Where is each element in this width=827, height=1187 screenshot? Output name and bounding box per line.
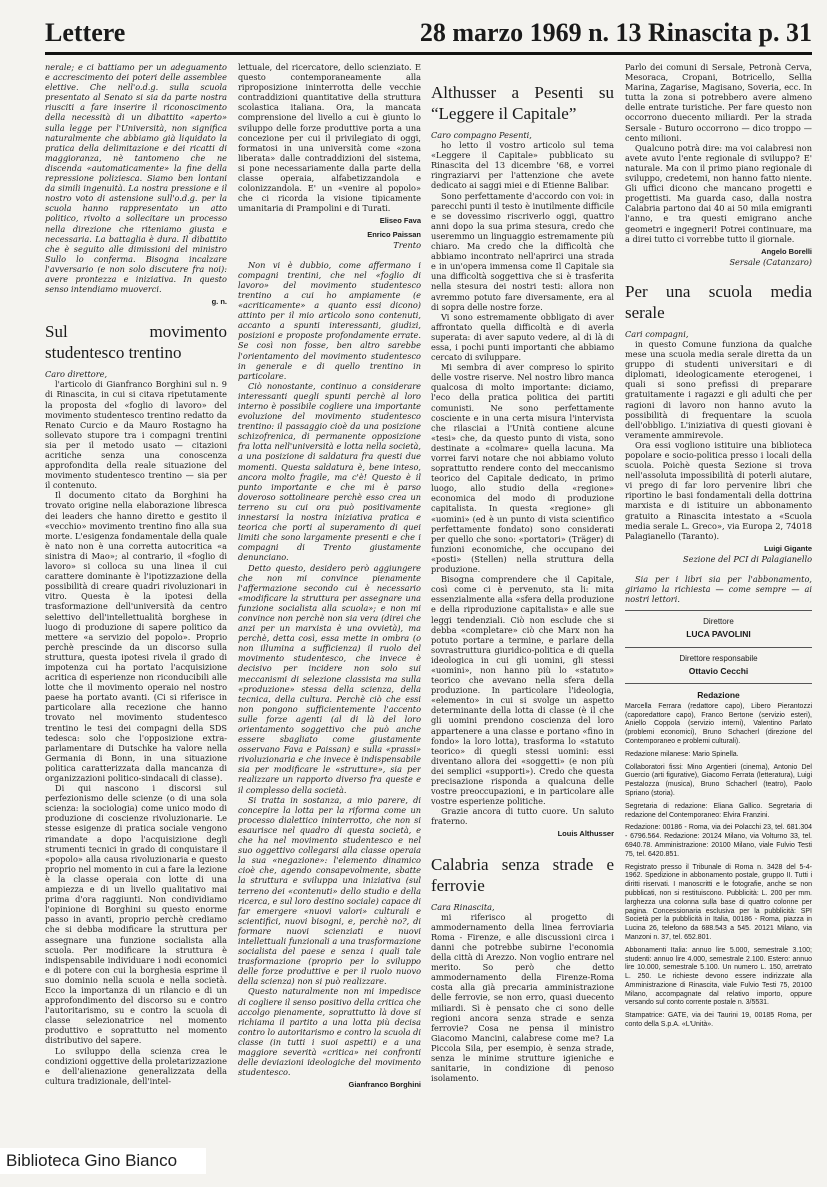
paragraph: mi riferisco al progetto di ammodernamento della linea ferroviaria Roma - Firenze, e alle discussioni circa i danni che potrebbe subirne l'economia della città di Arezzo. Non voglio entrare nel merito. So però che detto ammodernamento della Firenze-Roma costa alla già precaria amministrazione delle ferrovie, se non erro, quasi duecento miliardi. Sì è pensato che ci sono delle regioni ancora senza strade e senza ferrovie? Cosa ne pensa il ministro Giacomo Mancini, calabrese come me? La Piccola Sila, per esempio, è senza strade, senza le minime strutture igieniche e sanitarie, in condizione di penoso isolamento. — [431, 911, 614, 1084]
column-1 — [45, 62, 227, 1147]
masthead-label: Direttore — [703, 617, 734, 627]
masthead-name — [625, 666, 812, 677]
paragraph: Qualcuno potrà dire: ma voi calabresi non avete avuto l'ente regionale di sviluppo? E' naturale. Ma con il primo piano regionale di sviluppo, credetemi, non hanno fatto niente. Gli uffici dicono che mancano progetti e progettisti. Ma guarda caso, dalla nostra Calabria partono dai 40 ai 50 mila emigranti l'anno, e tra questi emigrano anche geometri e ingegneri! Potrei continuare, ma a direi tutto ci vorrebbe tutto il giornale. — [625, 142, 812, 244]
paragraph: Sono perfettamente d'accordo con voi: in parecchi punti il testo è inutilmente difficile e se dovessimo riscriverlo oggi, quattro anni dopo la sua prima stesura, credo che useremmo un linguaggio estremamente più chiaro. Ma credo che la difficoltà che abbiamo incontrato nell'aprirci una strada e in un'opera immensa come Il Capitale sia una difficoltà soggettiva che si è trasferita nella stesura dei nostri testi: allora non avremmo potuto fare diversamente, era al di sopra delle nostre forze. — [431, 190, 614, 312]
staff-info: Collaboratori fissi: Mino Argentieri (cinema), Antonio Del Guercio (arti figurative), Giacomo Ferrata (letteratura), Luigi Pestalozza (musica), Bruno Schacherl (teatro), Paolo Spriano (storia). — [625, 763, 812, 797]
reply-paragraph: Ciò nonostante, continuo a considerare interessanti quegli spunti perchè al loro interno è possibile cogliere una importante evoluzione del movimento studentesco trentino: il passaggio cioè da una posizione schizofrenica, di permanente opposizione fra lotta nell'università e lotta nella società, a una posizione di saldatura fra questi due momenti. Questa saldatura è, bene inteso, ancora molto fragile, ma c'è! Questo è il punto importante e che mi è parso doveroso sottolineare perchè esso crea un terreno su cui ora può positivamente innestarsi la nostra iniziativa pratica e teorica che porti al superamento di quei limiti che sono largamente presenti e che i compagni di Trento giustamente denunciano. — [238, 380, 421, 563]
paragraph: Bisogna comprendere che il Capitale, così come ci è pervenuto, sta li: mita essenzialmente alla «sfera della produzione e della riproduzione capitalista» e alle sue leggi tendenziali. Ciò non esclude che si debba «completare» ciò che Marx non ha potuto portare a termine, e parlare della sovrastruttura giuridico-politica e di quella ideologica in cui gli uomini, gli stessi «uomini», non hanno più lo «statuto» teorico che avevano nella sfera della produzione. In particolare l'ideologia, «elemento» in cui si svolge un aspetto determinante della lotta di classe (è il che gli uomini prendono coscienza del loro appartenere a una classe e portano «fino in fondo» la loro lotta), trasforma lo «statuto teorico» di quegli stessi uomini: essi diventano allora dei «soggetti» (e non più dei semplici «supporti»). Credo che questa precisazione risponda a qualcuna delle vostre preoccupazioni, e in particolare alle vostre esperienze politiche. — [431, 574, 614, 807]
reply-paragraph: Non vi è dubbio, come affermano i compagni trentini, che nel «foglio di lavoro» del movimento studentesco trentino a cui ho ampiamente (e «acriticamente» a quanto essi dicono) attinto per il mio articolo sono contenuti, accanto a spunti interessanti, giudizi, posizioni e proposte profondamente errate. Se così non fosse, ben altro sarebbe l'orientamento del movimento studentesco in generale e di quello trentino in particolare. — [238, 259, 421, 381]
issue-info: 28 marzo 1969 n. 13 Rinascita p. 31 — [419, 18, 812, 47]
paragraph: Ora essi vogliono istituire una biblioteca popolare e socio-politica presso i locali della scuola. Poichè questa Sezione si trova nell'assoluta impossibilità di poterli aiutare, vi prego di far loro pervenire libri che riportino le basi fondamentali della dottrina marxista e di istituire un abbonamento gratuito a Rinascita intestato a «Scuola media serale L. Greco», via Europa 2, 74018 Palagianello (Taranto). — [625, 439, 812, 541]
article-title-scuola: Per una scuola media serale — [625, 281, 812, 322]
divider — [625, 610, 812, 611]
address-info: Redazione: 00186 - Roma, via dei Polacchi 23, tel. 681.304 - 6796.564. Redazione: 20124 Milano, via Volturno 33, tel. 6940.78. Amministrazione: 20100 Milano, viale Fulvio Testi 75, tel. 6420.851. — [625, 824, 812, 858]
divider — [625, 647, 812, 648]
salutation: Cari compagni, — [625, 328, 689, 339]
director-name: LUCA PAVOLINI — [686, 629, 751, 640]
watermark-label: Biblioteca Gino Bianco — [0, 1148, 206, 1174]
signature: Luigi Gigante — [764, 543, 812, 553]
salutation: Caro direttore, — [45, 369, 108, 380]
masthead-label: Direttore responsabile — [679, 653, 758, 663]
signature: Angelo Borelli — [761, 246, 812, 256]
paragraph: Grazie ancora di tutto cuore. Un saluto fraterno. — [431, 806, 614, 827]
salutation: Cara Rinascita, — [431, 901, 495, 912]
paragraph: Il documento citato da Borghini ha trovato origine nella elaborazione libresca dei leaders che hanno diretto e gestito il «vecchio» movimento trentino fino alla sua morte. L'esigenza fondamentale della quale è nato non è una corretta autocritica «a sinistra di Mao»; al contrario, il «foglio di lavoro» si colloca su una linea il cui carattere dominante è l'ipotizzazione della possibilità di creare quadri rivoluzionari in vitro. Questa è la ipotesi della trasformazione dell'università da centro selettivo dell'intellettualità borghese in luogo di produzione di sapere politico da mettere «a servizio del popolo». Proprio perchè prescinde da un discorso sulla struttura, questa ipotesi rivela il grado di impotenza cui ha portato l'acquisizione acritica di esperienze non riconducibili alle lotte che il movimento operaio nel nostro paese ha portato avanti. (Ci si riferisce in particolare alla recezione che hanno trovato nel movimento studentesco trentino le tesi dei compagni della SDS tedesca: solo che l'opposizione extra-parlamentare di Dutschke ha valore nella Germania di Bonn, in una situazione politica caratterizzata dalla mancanza di organizzazioni politico-sindacali di classe). — [45, 490, 227, 783]
header-rule — [45, 52, 812, 55]
article-title-calabria: Calabria senza strade e ferrovie — [431, 854, 614, 895]
paragraph: Mi sembra di aver compreso lo spirito delle vostre riserve. Nel nostro libro manca qualcosa di molto importante: diciamo, l'eco della pratica politica dei partiti comunisti. Ne sono perfettamente cosciente e in una certa misura l'intervista che rilasciai a l'Unità contiene alcune «tesi» che, da questo punto di vista, sono destinate a «colmare» quella lacuna. Ma vorrei farvi notare che noi abbiamo voluto soprattutto rendere conto del meccanismo teorico del Capitale dedicato, in primo luogo, allo studio della «regione» economica del modo di produzione capitalista. In questa «regione» gli «uomini» (ed è un punto di vista scientifico perfettamente fondato) sono considerati per quello che sono: «portatori» (Träger) di funzioni economiche, che occupano dei «posti» (Stellen) nella struttura della produzione. — [431, 362, 614, 575]
article-title-movimento: Sul movimento studentesco trentino — [45, 322, 227, 363]
column-2 — [238, 62, 421, 1147]
signature: Eliseo Fava — [379, 216, 421, 226]
intro-signature: g. n. — [211, 297, 227, 307]
paragraph: lettuale, del ricercatore, dello scienziato. E questo contemporaneamente alla riproposizione ininterrotta delle vecchie contraddizioni quantitative della struttura scolastica italiana. Ora, la mancata comprensione del livello a cui è giunto lo sviluppo delle forze produttive porta a una concezione per cui il privilegiato di oggi, formatosi in una università come «zona liberata» dalle contraddizioni del sistema, si pone necessariamente dalla parte della classe operaia, alfabetizzandola e colonizzandola. E' un «venire al popolo» che ci ricorda la visione tipicamente umanitaria di Prampolini e di Turati. — [238, 62, 421, 214]
printer-info: Stampatrice: GATE, via dei Taurini 19, 00185 Roma, per conto della S.p.A. «L'Unità». — [625, 1012, 812, 1029]
reply-paragraph: Questo naturalmente non mi impedisce di cogliere il senso positivo della critica che accolgo pienamente, soprattutto là dove si richiama il partito a una lotta più decisa contro lo autoritarismo e contro la scuola di classe (in tutti i suoi aspetti) e a una maggiore severità «critica» nei confronti delle deviazioni ideologiche del movimento studentesco. — [238, 986, 421, 1078]
responsible-director-name: Ottavio Cecchi — [688, 665, 749, 676]
masthead-name — [625, 629, 812, 640]
masthead-label — [625, 690, 812, 701]
signature: Gianfranco Borghini — [348, 1080, 421, 1090]
redazione-label: Redazione — [697, 689, 740, 700]
column-3 — [431, 62, 614, 1147]
section-title: Lettere — [45, 18, 126, 47]
paragraph: l'articolo di Gianfranco Borghini sul n. 9 di Rinascita, in cui si citava ripetutamente la proposta del «foglio di lavoro» del movimento studentesco trentino redatto da Renato Curcio e da Mauro Rostagno ha sollevato stupore tra i compagni trentini sia per il metodo usato — citazioni acritiche senza una conoscenza approfondita della reale situazione del movimento studentesco trentino — sia per il contenuto. — [45, 379, 227, 491]
legal-info: Registrato presso il Tribunale di Roma n. 3428 del 5-4-1962. Spedizione in abbonamento postale, gruppo II. Tutti i diritti riservati. I manoscritti e le fotografie, anche se non pubblicati, non si restituiscono. Pubblicità: L. 200 per mm. larghezza una colonna sulla base di quattro colonne per pagina. Concessionaria esclusiva per la pubblicità: SPI Società per la pubblicità in Italia, 00186 - Roma, piazza in Lucina 26, telefono da 688.543 a 545. 20121 Milano, via Manzoni n. 37, tel. 652.801. — [625, 863, 812, 941]
article-title-althusser: Althusser a Pesenti su “Leggere il Capitale” — [431, 83, 614, 123]
paragraph: ho letto il vostro articolo sul tema «Leggere il Capitale» pubblicato su Rinascita del 13 dicembre '68, e vorrei ringraziarvi per l'attenzione che avete dedicato ai saggi miei e di Etienne Balibar. — [431, 140, 614, 191]
signature: Louis Althusser — [557, 829, 614, 839]
reply-paragraph: Si tratta in sostanza, a mio parere, di concepire la lotta per la riforma come un processo dialettico ininterrotto, che non si esaurisce nel quadro di questa società, e che ha nel movimento studentesco e nel suo oggettivo collegarsi alla classe operaia la sua «negazione»: l'elemento dinamico cioè che, agendo consapevolmente, sbatte la struttura e sviluppa una iniziativa (sul terreno dei «contenuti» dello studio e della ricerca, e sul loro destino sociale) capace di far emergere «nuovi valori» culturali e scientifici, nuovi bisogni, e, perchè no?, di formare nuovi scienziati e nuovi intellettuali funzionali a una trasformazione socialista del paese e senza i quali tale trasformazione (proprio per lo sviluppo delle forze produttive e per il ruolo nuovo della scienza) non si può realizzare. — [238, 794, 421, 987]
intro-paragraph: nerale; e ci battiamo per un adeguamento e accrescimento dei poteri delle assemblee elettive. Che nell'o.d.g. sulla scuola presentato al Senato si sia da parte nostra riusciti a fare inserire il riconoscimento della necessità di un dibattito «aperto» sulla legge per l'Università, non significa naturalmente che abbiamo già liquidato la pratica della delimitazione e dei ricatti di maggioranza, nè tantomeno che ne discenda «automaticamente» la fine della repressione poliziesca. Siamo ben lontani da simili ingenuità. La nostra pressione e il nostro voto di astensione sull'o.d.g. per la scuola hanno rappresentato un atto politico, rivolto a sollecitare un processo nella direzione che riteniamo giusta e necessaria. La battaglia è dura. Il dibattito che è seguito alle dimissioni del ministro Sullo lo conferma. Bisogna incalzare l'avversario (e non solo discutere fra noi): avere prontezza e iniziativa. In questo senso intendiamo muoverci. — [45, 62, 227, 295]
signature: Enrico Paissan — [367, 229, 421, 239]
paragraph: Vi sono estremamente obbligato di aver affrontato quella difficoltà e di averla superata: di aver saputo vedere, al di là di essa, i pochi punti importanti che abbiamo cercato di sviluppare. — [431, 311, 614, 363]
paragraph: Di qui nascono i discorsi sul perfezionismo delle scienze (o di una sola scienza: la sociologia) come unico modo di produzione di coscienze rivoluzionarie. Le stesse esigenze di pratica sociale vengono rimandate a dopo l'acquisizione degli strumenti tecnici in grado di conquistare il «popolo» alla causa rivoluzionaria e questo proprio nel momento in cui a fare la lezione è la classe operaia con lotte di una ampiezza e di un livello qualitativo mai prima d'ora raggiunti. Non condividiamo l'opinione di Borghini su questo enorme passo in avanti, proprio perchè crediamo che si debba modificare la struttura per assegnare una funzione socialista alla scuola. Per modificare la struttura è indispensabile individuare i nodi economici e di potere con cui la borghesia esprime il suo dominio nella scuola e nella società. Ecco la importanza di un rilancio e di un approfondimento del discorso su e contro l'autoritarismo, su e contro la scuola di classe selezionatrice nel momento produttivo e soprattutto nel momento distributivo del sapere. — [45, 783, 227, 1046]
column-4 — [625, 62, 812, 1147]
editorial-note: Sia per i libri sia per l'abbonamento, giriamo la richiesta — come sempre — ai nostri lettori. — [625, 574, 812, 605]
page-header — [45, 18, 812, 50]
subscription-info: Abbonamenti Italia: annuo lire 5.000, semestrale 3.100; studenti: annuo lire 4.000, semestrale 2.100. Estero: annuo lire 10.000, semestrale 5.100. Un numero L. 150, arretrato L. 250. Le richieste devono essere indirizzate alla Amministrazione di Rinascita, viale Fulvio Testi 75, 20100 Milano, accompagnate dal relativo importo, oppure versando sul conto corrente postale n. 3/5531. — [625, 946, 812, 1007]
divider — [625, 683, 812, 684]
paragraph: in questo Comune funziona da qualche mese una scuola media serale diretta da un gruppo di studenti universitari e di diplomati, ideologicamente eterogenei, i quali si sono prefissi di preparare gratuitamente i ragazzi e gli adulti che per ragioni di lavoro non hanno avuto la possibilità di frequentare la scuola dell'obbligo. L'iniziativa di questi giovani è veramente ammirevole. — [625, 338, 812, 440]
staff-info: Redazione milanese: Mario Spinella. — [625, 750, 739, 758]
signature-place: Trento — [393, 239, 421, 250]
paragraph: Parlo dei comuni di Sersale, Petronà Cerva, Mesoraca, Cropani, Botricello, Sellia Marina, Zagarise, Magisano, Soveria, ecc. In tutta la zona si potrebbero avere almeno delle entrate turistiche. Per fare questo non occorrono duecento miliardi. Per la strada Sersale - Buturo occorrono — dico troppo — cento milioni. — [625, 62, 812, 143]
staff-info: Segretaria di redazione: Eliana Gallico. Segretaria di redazione del Contemporaneo: Elvira Franzini. — [625, 802, 812, 819]
staff-info: Marcella Ferrara (redattore capo), Libero Pierantozzi (caporedattore capo), Franco Bertone (servizio esteri), Aniello Coppola (servizio interni), Valentino Parlato (problemi economici), Bruno Schacherl (direzione del Contemporaneo e problemi culturali). — [625, 702, 812, 745]
signature-place: Sezione del PCI di Palagianello — [683, 553, 812, 564]
salutation: Caro compagno Pesenti, — [431, 130, 532, 140]
signature-place: Sersale (Catanzaro) — [729, 256, 812, 267]
paragraph: Lo sviluppo della scienza crea le condizioni oggettive della proletarizzazione e dell'alienazione generalizzata della cultura tradizionale, dell'intel- — [45, 1045, 227, 1086]
reply-paragraph: Detto questo, desidero però aggiungere che non mi convince pienamente l'affermazione secondo cui è necessario «modificare la struttura per assegnare una funzione socialista alla scuola»; e non mi convince non perchè non sia vera (direi che anzi per un marxista è una ovvietà), ma perchè, detta così, essa mette in ombra (o non illumina a sufficienza) il ruolo del movimento studentesco, che invece è decisivo per incidere non solo sui meccanismi di selezione classista ma sulla «produzione» stessa della scienza, della tecnica, della cultura. Perchè ciò che essi non pongono sufficientemente l'accento sulle forze agenti (al di là del loro orientamento soggettivo che può anche essere sbagliato come giustamente osservano Fava e Paissan) e sulla «prassi» rivoluzionaria e che invece è indispensabile sia per modificare le «strutture», sia per realizzare un rapporto diverso fra queste e il complesso della società. — [238, 562, 421, 795]
masthead-details — [625, 703, 812, 1030]
